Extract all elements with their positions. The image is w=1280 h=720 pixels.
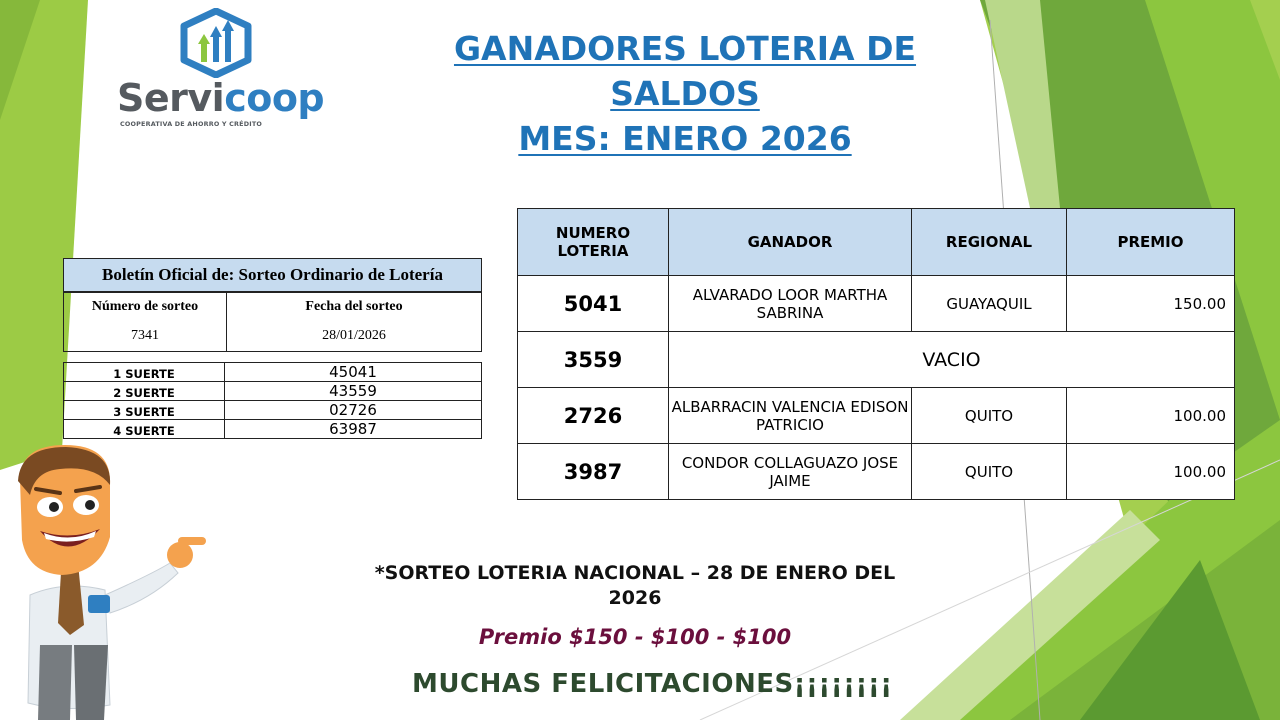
logo-name: Servicoop [117, 76, 325, 120]
page-title [400, 26, 970, 161]
winner-prize: 100.00 [1067, 388, 1235, 444]
title-line-3: MES: ENERO 2026 [518, 119, 852, 158]
suerte-label: 3 SUERTE [64, 401, 225, 420]
table-row [518, 444, 1235, 500]
table-row [64, 382, 482, 401]
logo-hexagon-icon [176, 8, 256, 78]
table-row [64, 363, 482, 382]
header-regional: REGIONAL [912, 209, 1067, 276]
winner-name: CONDOR COLLAGUAZO JOSE JAIME [669, 444, 912, 500]
logo-tagline: COOPERATIVA DE AHORRO Y CRÉDITO [120, 120, 263, 128]
table-row [518, 276, 1235, 332]
suerte-value: 43559 [225, 382, 482, 401]
sorteo-note: *SORTEO LOTERIA NACIONAL – 28 DE ENERO DEL 2026 [374, 562, 896, 609]
lottery-number: 2726 [518, 388, 669, 444]
boletin-table [63, 258, 482, 352]
servicoop-logo [110, 8, 325, 128]
table-row [518, 332, 1235, 388]
table-header-row [518, 209, 1235, 276]
suertes-table [63, 362, 482, 439]
table-row [64, 420, 482, 439]
winner-name: ALVARADO LOOR MARTHA SABRINA [669, 276, 912, 332]
winner-prize: 150.00 [1067, 276, 1235, 332]
winner-regional: QUITO [912, 388, 1067, 444]
header-ganador: GANADOR [669, 209, 912, 276]
winner-regional: QUITO [912, 444, 1067, 500]
premio-text: Premio $150 - $100 - $100 [478, 625, 792, 649]
suerte-value: 45041 [225, 363, 482, 382]
winner-name: ALBARRACIN VALENCIA EDISON PATRICIO [669, 388, 912, 444]
numero-sorteo-label: Número de sorteo [64, 292, 227, 321]
header-premio: PREMIO [1067, 209, 1235, 276]
table-row [518, 388, 1235, 444]
numero-sorteo-value: 7341 [64, 321, 227, 352]
suerte-label: 1 SUERTE [64, 363, 225, 382]
winner-regional: GUAYAQUIL [912, 276, 1067, 332]
suerte-value: 63987 [225, 420, 482, 439]
title-line-2: SALDOS [610, 74, 760, 113]
winners-table [517, 208, 1235, 500]
suerte-label: 2 SUERTE [64, 382, 225, 401]
lottery-number: 5041 [518, 276, 669, 332]
title-line-1: GANADORES LOTERIA DE [453, 29, 917, 68]
lottery-number: 3987 [518, 444, 669, 500]
lottery-number: 3559 [518, 332, 669, 388]
fecha-sorteo-value: 28/01/2026 [227, 321, 482, 352]
header-numero: NUMERO LOTERIA [518, 209, 669, 276]
suerte-value: 02726 [225, 401, 482, 420]
fecha-sorteo-label: Fecha del sorteo [227, 292, 482, 321]
winner-prize: 100.00 [1067, 444, 1235, 500]
boletin-heading: Boletín Oficial de: Sorteo Ordinario de Lotería [64, 259, 482, 293]
mascot-illustration [0, 445, 215, 720]
table-row [64, 401, 482, 420]
felicitaciones-text: MUCHAS FELICITACIONES¡¡¡¡¡¡¡¡ [412, 669, 893, 699]
vacio-cell: VACIO [669, 332, 1235, 388]
suerte-label: 4 SUERTE [64, 420, 225, 439]
